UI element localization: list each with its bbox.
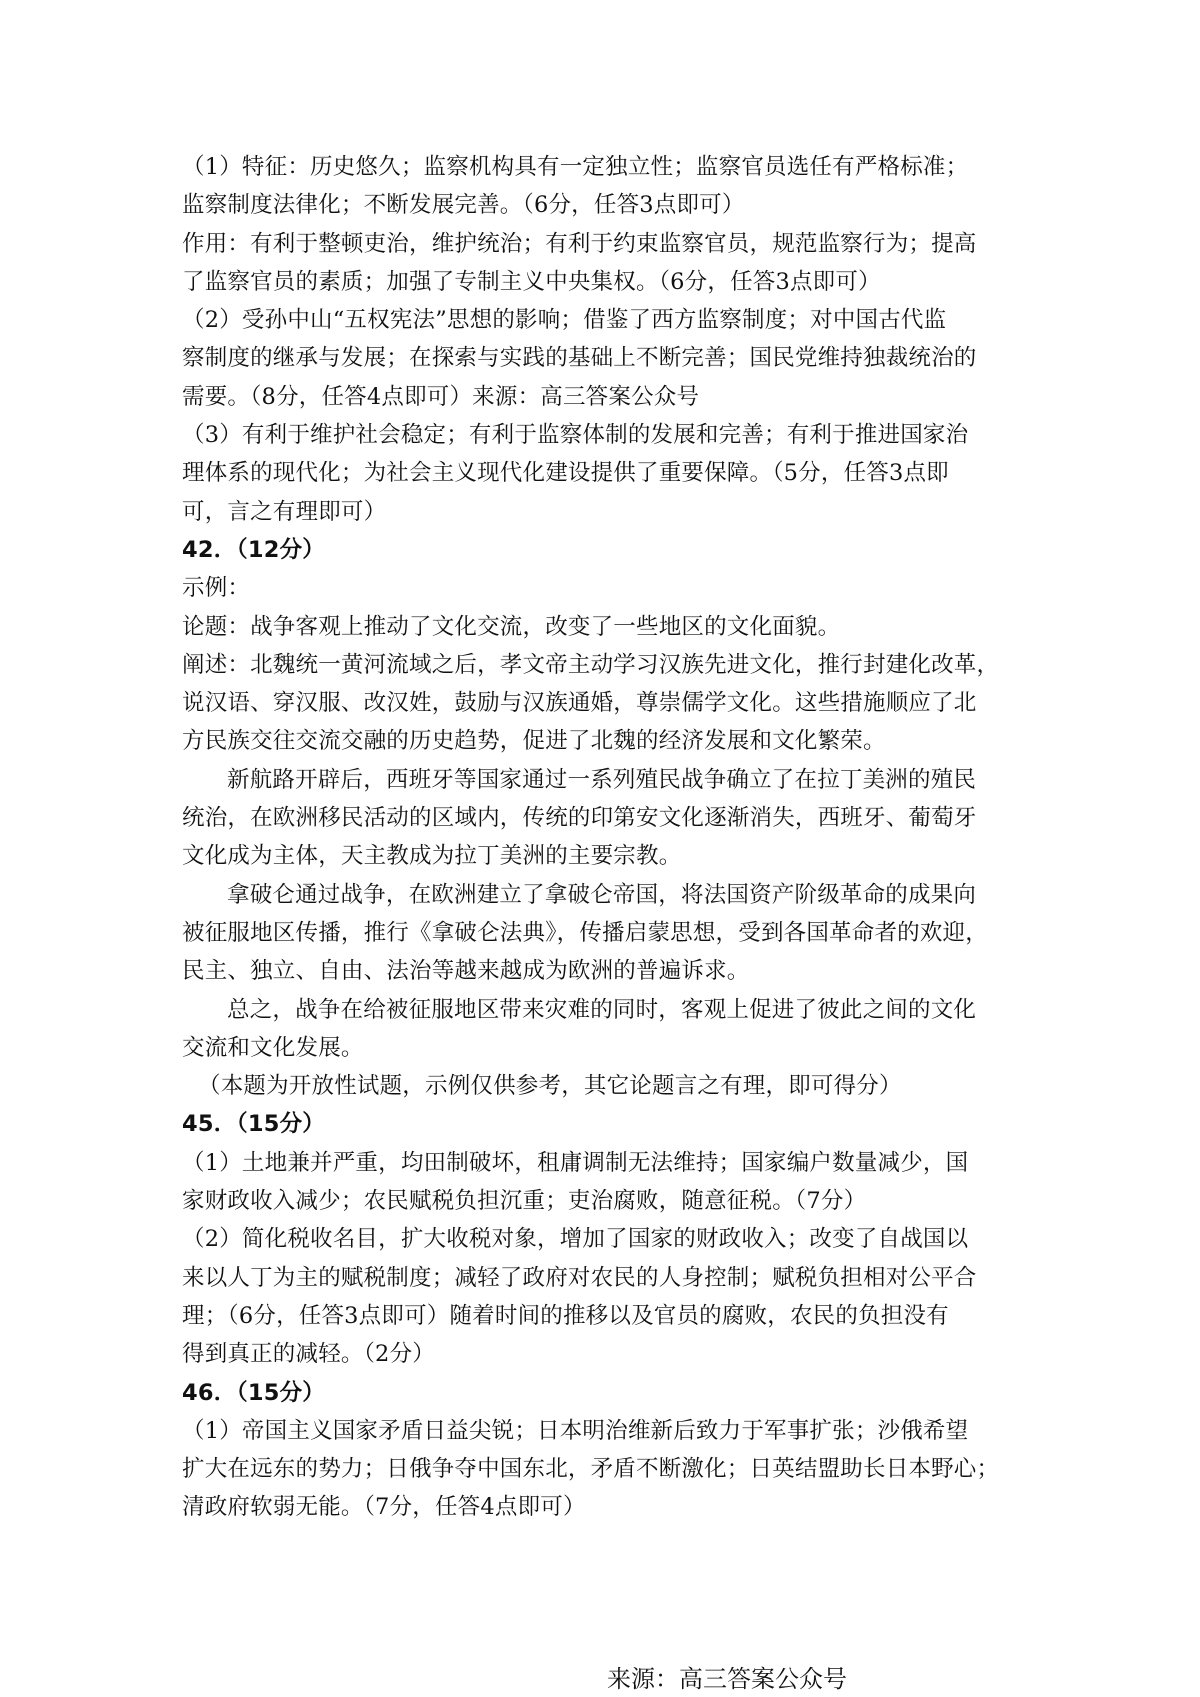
text-line: （2）受孙中山“五权宪法”思想的影响；借鉴了西方监察制度；对中国古代监 (182, 307, 947, 334)
text-line: 拿破仑通过战争，在欧洲建立了拿破仑帝国，将法国资产阶级革命的成果向 (227, 881, 977, 908)
text-line: 总之，战争在给被征服地区带来灾难的同时，客观上促进了彼此之间的文化 (227, 996, 977, 1023)
text-line: 家财政收入减少；农民赋税负担沉重；吏治腐败，随意征税。（7分） (182, 1188, 867, 1215)
text-line: 示例： (182, 575, 251, 602)
text-line: （1）土地兼并严重，均田制破坏，租庸调制无法维持；国家编户数量减少，国 (182, 1149, 969, 1176)
text-line: 阐述：北魏统一黄河流域之后，孝文帝主动学习汉族先进文化，推行封建化改革， (182, 651, 1000, 678)
text-line: 交流和文化发展。 (182, 1034, 364, 1061)
text-line: 了监察官员的素质；加强了专制主义中央集权。（6分，任答3点即可） (182, 268, 881, 295)
text-line: 论题：战争客观上推动了文化交流，改变了一些地区的文化面貌。 (182, 613, 841, 640)
text-line: 需要。（8分，任答4点即可）来源：高三答案公众号 (182, 383, 700, 410)
question-number-45: 45．（15分） (182, 1111, 325, 1138)
text-line: 监察制度法律化；不断发展完善。（6分，任答3点即可） (182, 192, 745, 219)
text-line: （2）简化税收名目，扩大收税对象，增加了国家的财政收入；改变了自战国以 (182, 1226, 969, 1253)
text-line: （3）有利于维护社会稳定；有利于监察体制的发展和完善；有利于推进国家治 (182, 422, 969, 449)
question-number-42: 42．（12分） (182, 536, 325, 563)
text-line: 作用：有利于整顿吏治，维护统治；有利于约束监察官员，规范监察行为；提高 (182, 230, 977, 257)
text-line: 清政府软弱无能。（7分，任答4点即可） (182, 1494, 586, 1521)
text-line: 民主、独立、自由、法治等越来越成为欧洲的普遍诉求。 (182, 958, 750, 985)
text-line: 来以人丁为主的赋税制度；减轻了政府对农民的人身控制；赋税负担相对公平合 (182, 1264, 977, 1291)
text-line: 扩大在远东的势力；日俄争夺中国东北，矛盾不断激化；日英结盟助长日本野心； (182, 1456, 1000, 1483)
text-line: 得到真正的减轻。（2分） (182, 1341, 435, 1368)
text-line: 被征服地区传播，推行《拿破仑法典》，传播启蒙思想，受到各国革命者的欢迎， (182, 919, 988, 946)
text-line: （1）特征：历史悠久；监察机构具有一定独立性；监察官员选任有严格标准； (182, 154, 969, 180)
text-line: 说汉语、穿汉服、改汉姓，鼓励与汉族通婚，尊崇儒学文化。这些措施顺应了北 (182, 690, 977, 717)
text-line: （1）帝国主义国家矛盾日益尖锐；日本明治维新后致力于军事扩张；沙俄希望 (182, 1417, 969, 1444)
text-line: 方民族交往交流交融的历史趋势，促进了北魏的经济发展和文化繁荣。 (182, 728, 886, 755)
text-line: 文化成为主体，天主教成为拉丁美洲的主要宗教。 (182, 843, 682, 870)
source-footer: 来源：高三答案公众号 (607, 1665, 847, 1693)
text-line: 理；（6分，任答3点即可）随着时间的推移以及官员的腐败，农民的负担没有 (182, 1302, 949, 1329)
text-line: 可，言之有理即可） (182, 498, 387, 525)
text-line: （本题为开放性试题，示例仅供参考，其它论题言之有理，即可得分） (198, 1073, 902, 1100)
text-line: 察制度的继承与发展；在探索与实践的基础上不断完善；国民党维持独裁统治的 (182, 345, 977, 372)
answer-content (182, 148, 1042, 1527)
text-line: 统治，在欧洲移民活动的区域内，传统的印第安文化逐渐消失，西班牙、葡萄牙 (182, 805, 977, 832)
text-line: 新航路开辟后，西班牙等国家通过一系列殖民战争确立了在拉丁美洲的殖民 (227, 766, 977, 793)
text-line: 理体系的现代化；为社会主义现代化建设提供了重要保障。（5分，任答3点即 (182, 460, 949, 487)
question-number-46: 46．（15分） (182, 1379, 325, 1406)
